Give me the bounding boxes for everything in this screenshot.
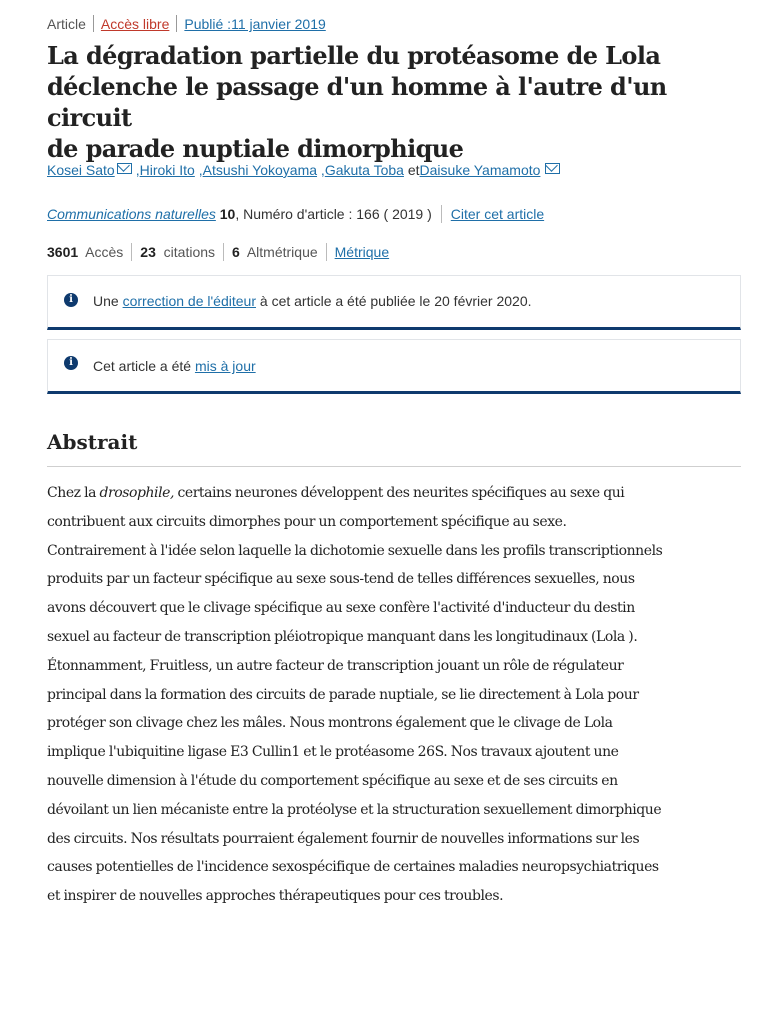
author-link[interactable]: Daisuke Yamamoto (419, 162, 541, 178)
title-line: déclenche le passage d'un homme à l'autre d'un circuit (47, 72, 667, 132)
abstract-fragment: certains neurones développent des neurites spécifiques au sexe qui (177, 485, 625, 501)
cite-article-link[interactable]: Citer cet article (450, 206, 545, 222)
article-year: ( 2019 ) (383, 206, 432, 222)
accesses-label: Accès (85, 244, 124, 260)
abstract-line: nouvelle dimension à l'étude du comportement spécifique au sexe et de ses circuits en (47, 772, 618, 789)
journal-name-link[interactable]: Communications naturelles (47, 206, 216, 222)
author-list: Kosei Sato ,Hiroki Ito ,Atsushi Yokoyama ,Gakuta Toba etDaisuke Yamamoto (47, 162, 564, 178)
citations-count: 23 (140, 244, 156, 260)
divider (326, 243, 327, 261)
abstract-line: causes potentielles de l'incidence sexospécifique de certaines maladies neuropsychiatriques (47, 859, 659, 876)
divider (441, 205, 442, 223)
abstract-italic-term: drosophile, (99, 485, 174, 501)
abstract-line: sexuel au facteur de transcription pléiotropique manquant dans les longitudinaux (Lola ). (47, 628, 638, 645)
open-access-link[interactable]: Accès libre (100, 16, 170, 32)
abstract-fragment: Chez la (47, 485, 97, 501)
divider (47, 466, 741, 467)
title-line: La dégradation partielle du protéasome de Lola (47, 41, 661, 70)
divider (223, 243, 224, 261)
journal-info (47, 205, 544, 223)
title-line: de parade nuptiale dimorphique (47, 134, 464, 163)
accesses-count: 3601 (47, 244, 79, 260)
abstract-line: protéger son clivage chez les mâles. Nous montrons également que le clivage de Lola (47, 715, 613, 732)
abstract-line: avons découvert que le clivage spécifique au sexe confère l'activité d'inducteur du destin (47, 600, 635, 617)
article-number-label: , Numéro d'article : (235, 206, 353, 222)
update-notice (47, 339, 741, 394)
correction-notice (47, 275, 741, 330)
abstract-heading: Abstrait (47, 430, 138, 454)
altmetric-label: Altmétrique (246, 244, 318, 260)
abstract-line: contribuent aux circuits dimorphes pour un comportement spécifique au sexe. (47, 513, 567, 530)
author-joiner: et (407, 162, 420, 178)
metrics-link[interactable]: Métrique (334, 244, 390, 260)
divider (176, 15, 177, 32)
article-type: Article (47, 16, 86, 32)
article-number: 166 (356, 206, 380, 222)
info-icon: i (64, 356, 78, 370)
abstract-line: des circuits. Nos résultats pourraient également fournir de nouvelles informations sur les (47, 830, 640, 847)
divider (93, 15, 94, 32)
notice-text: Cet article a été (93, 358, 192, 374)
abstract-line: Étonnamment, Fruitless, un autre facteur de transcription jouant un rôle de régulateur (47, 657, 624, 674)
divider (131, 243, 132, 261)
abstract-line: implique l'ubiquitine ligase E3 Cullin1 et le protéasome 26S. Nos travaux ajoutent une (47, 744, 619, 761)
abstract-line: produits par un facteur spécifique au sexe sous-tend de telles différences sexuelles, nous (47, 571, 635, 588)
mail-icon[interactable] (545, 163, 560, 174)
abstract-line: Contrairement à l'idée selon laquelle la dichotomie sexuelle dans les profils transcriptionnels (47, 542, 663, 559)
update-notice-text (93, 358, 256, 374)
abstract-text (47, 479, 747, 911)
author-link[interactable]: Gakuta Toba (324, 162, 404, 178)
citations-label: citations (163, 244, 216, 260)
mail-icon[interactable] (117, 163, 132, 174)
article-meta (47, 15, 326, 32)
notice-text: Une (93, 293, 119, 309)
article-title (47, 40, 741, 164)
updated-link[interactable]: mis à jour (194, 358, 256, 374)
notice-text: à cet article a été publiée le 20 février 2020. (259, 293, 532, 309)
abstract-line: dévoilant un lien mécaniste entre la protéolyse et la structuration sexuellement dimorphique (47, 801, 662, 818)
abstract-line: et inspirer de nouvelles approches thérapeutiques pour ces troubles. (47, 888, 504, 905)
abstract-line (47, 479, 747, 508)
published-date-link[interactable]: Publié :11 janvier 2019 (184, 16, 326, 32)
info-icon: i (64, 293, 78, 307)
author-link[interactable]: Hiroki Ito (139, 162, 195, 178)
altmetric-score: 6 (232, 244, 240, 260)
author-link[interactable]: Kosei Sato (47, 162, 115, 178)
journal-volume: 10 (219, 206, 236, 222)
editor-correction-link[interactable]: correction de l'éditeur (122, 293, 256, 309)
abstract-line: principal dans la formation des circuits de parade nuptiale, se lie directement à Lola pour (47, 686, 639, 703)
author-link[interactable]: Atsushi Yokoyama (202, 162, 318, 178)
article-metrics (47, 243, 389, 261)
correction-notice-text (93, 293, 532, 309)
